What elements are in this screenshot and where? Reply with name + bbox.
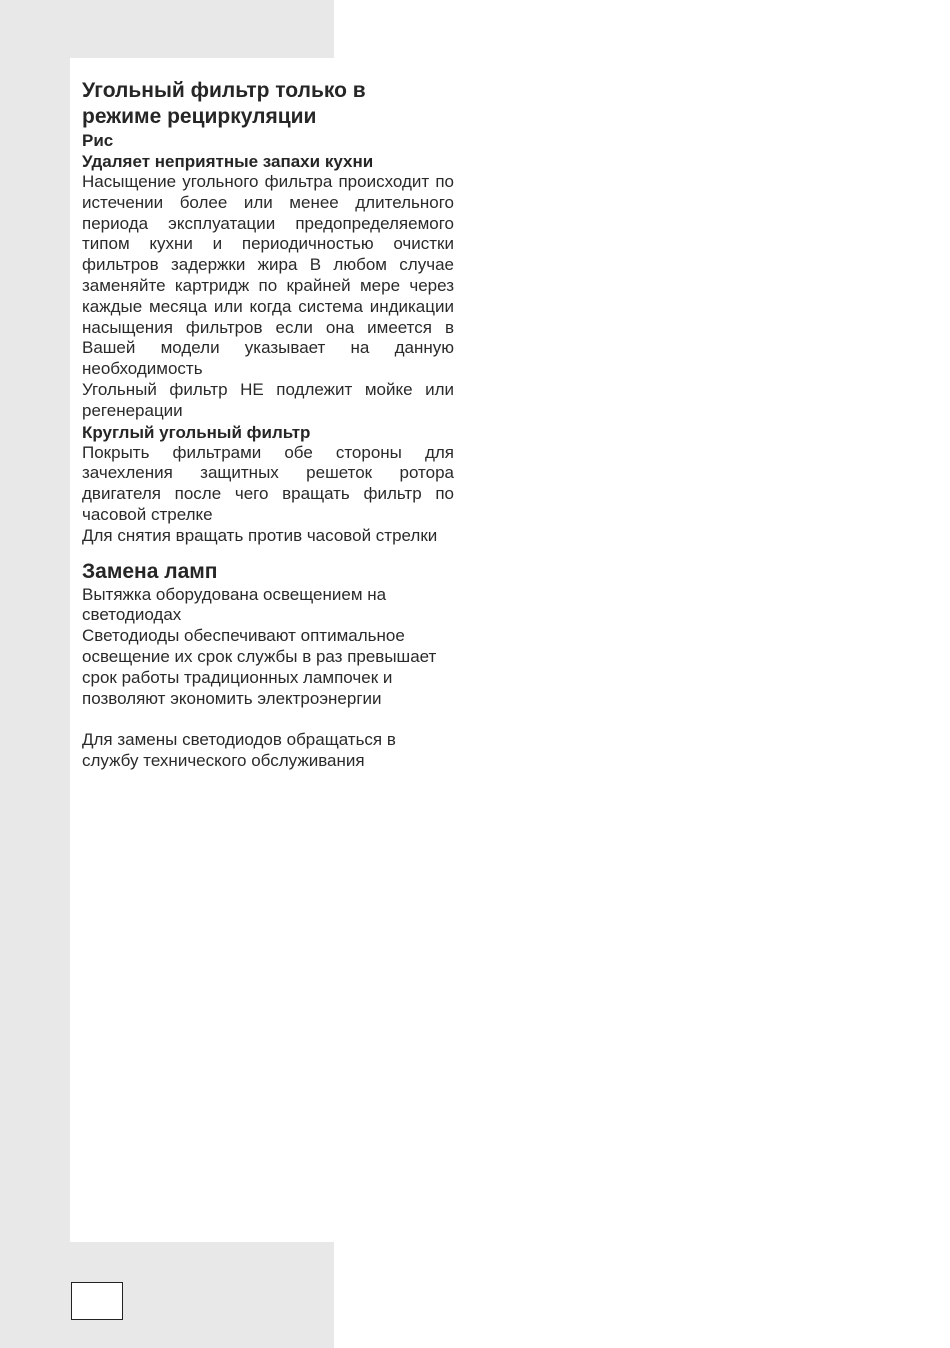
carbon-filter-subtitle: Удаляет неприятные запахи кухни — [82, 152, 374, 171]
round-filter-paragraph-remove: Для снятия вращать против часовой стрелки — [82, 525, 438, 545]
figure-label: Рис — [82, 131, 114, 150]
round-filter-paragraph-install: Покрыть фильтрами обе стороны для зачехления защитных решеток ротора двигателя после чего вращать фильтр по часовой стрелке — [82, 442, 454, 524]
lamp-paragraph-benefits: Светодиоды обеспечивают оптимальное освещение их срок службы в раз превышает срок работы традиционных лампочек и позволяют экономить электроэнергии — [82, 626, 437, 708]
text-column — [82, 78, 454, 772]
section-spacer — [82, 547, 454, 559]
gray-margin-left — [0, 58, 70, 1242]
lamp-replacement-title: Замена ламп — [82, 559, 218, 583]
carbon-filter-title-line1: Угольный фильтр только в — [82, 79, 366, 102]
carbon-filter-title-line2: режиме рециркуляции — [82, 105, 317, 128]
gray-margin-bottom — [0, 1242, 334, 1348]
gray-margin-top — [0, 0, 334, 58]
carbon-filter-paragraph-no-wash: Угольный фильтр НЕ подлежит мойке или регенерации — [82, 379, 454, 420]
page-number-box — [71, 1282, 123, 1320]
lamp-paragraph-service: Для замены светодиодов обращаться в службу технического обслуживания — [82, 730, 396, 771]
round-filter-heading: Круглый угольный фильтр — [82, 422, 311, 442]
carbon-filter-paragraph-saturation: Насыщение угольного фильтра происходит по истечении более или менее длительного периода эксплуатации предопределяемого типом кухни и периодичностью очистки фильтров задержки жира В любом случае заменяйте картридж по крайней мере через каждые месяца или когда система индикации насыщения фильтров если она имеется в Вашей модели указывает на данную необходимость — [82, 172, 454, 379]
lamp-paragraph-led: Вытяжка оборудована освещением на светодиодах — [82, 584, 387, 625]
paragraph-spacer — [82, 709, 454, 730]
